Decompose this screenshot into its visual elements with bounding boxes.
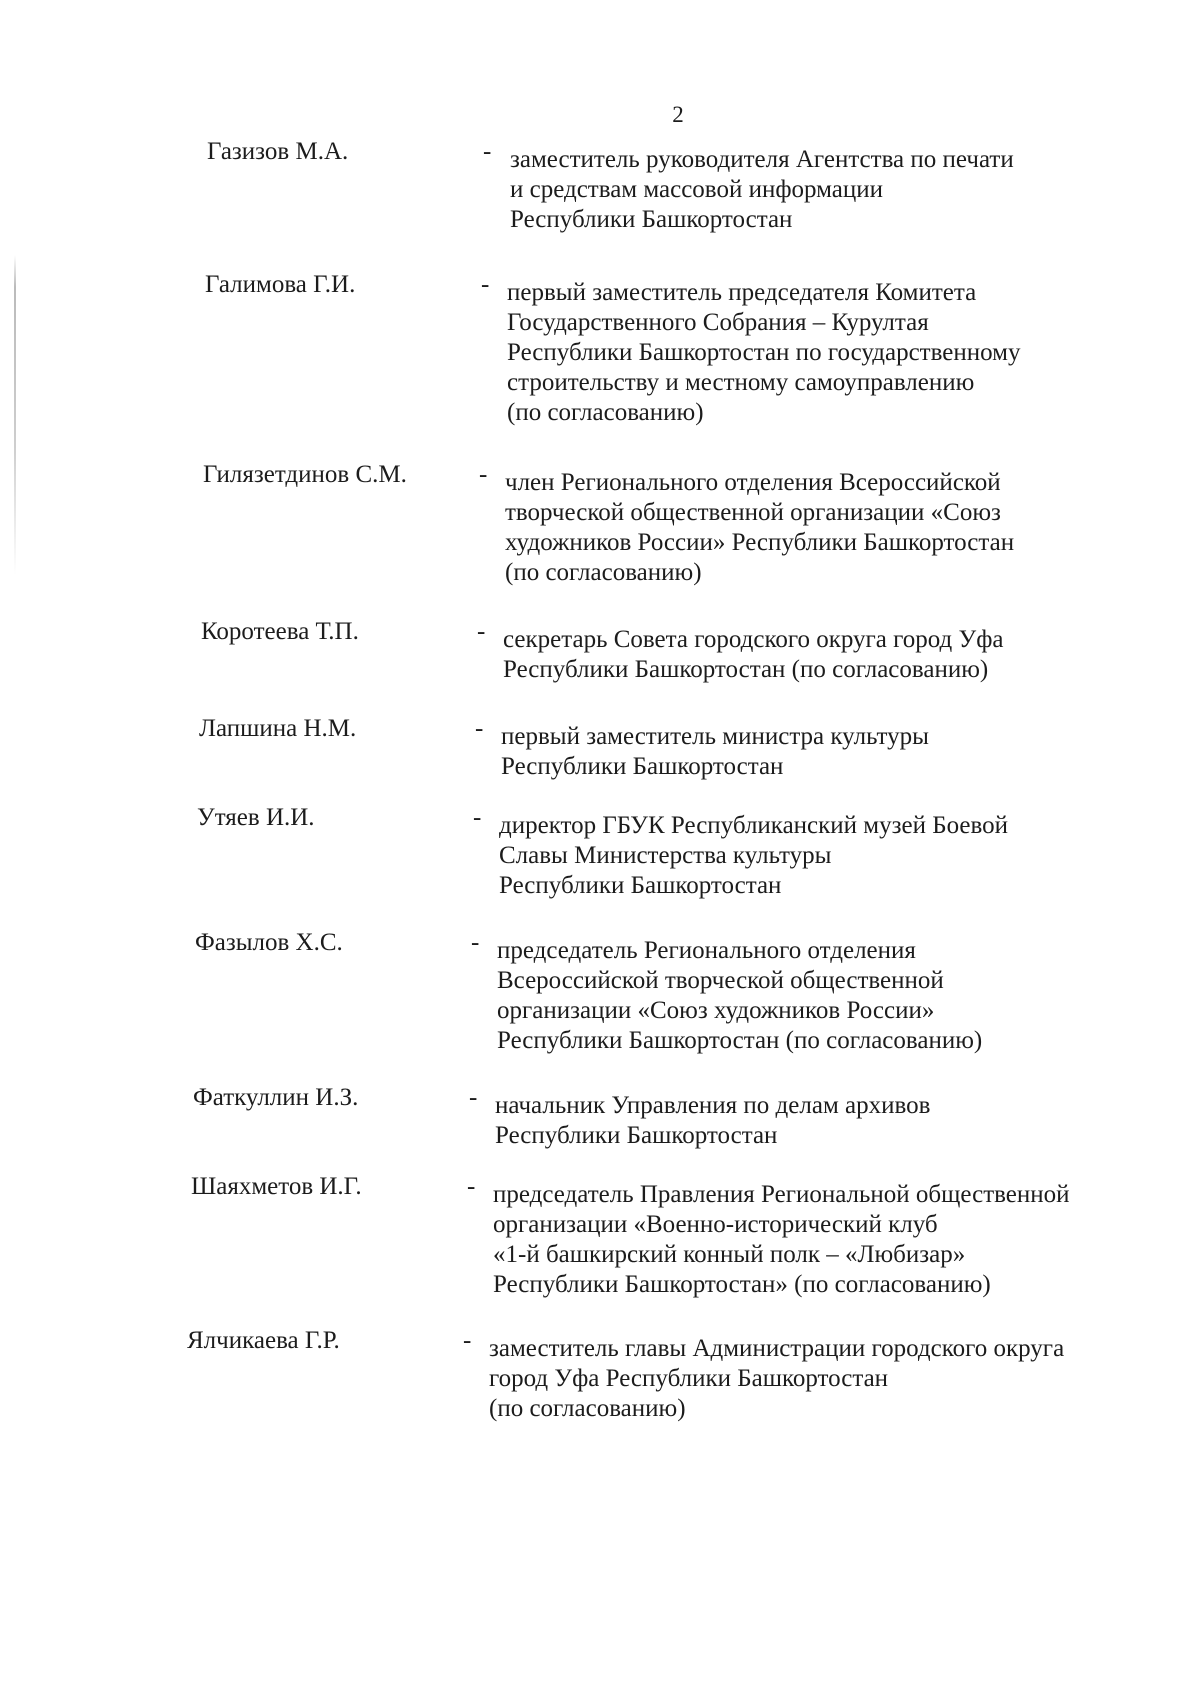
member-position-line: Республики Башкортостан bbox=[495, 1122, 778, 1149]
member-name: Фаткуллин И.З. bbox=[193, 1084, 359, 1111]
member-position bbox=[493, 1180, 1070, 1300]
member-position bbox=[495, 1091, 930, 1151]
member-name: Галимова Г.И. bbox=[205, 271, 356, 298]
member-position-line: Республики Башкортостан (по согласованию) bbox=[503, 656, 989, 683]
member-dash: - bbox=[483, 138, 492, 165]
member-position bbox=[503, 625, 1004, 685]
member-position-line: Республики Башкортостан по государственному bbox=[507, 339, 1021, 366]
member-position bbox=[510, 145, 1014, 235]
member-name: Утяев И.И. bbox=[197, 804, 315, 831]
member-position-line: первый заместитель председателя Комитета bbox=[507, 279, 977, 306]
member-position-line: Республики Башкортостан (по согласованию) bbox=[497, 1027, 983, 1054]
member-position bbox=[499, 811, 1008, 901]
member-dash: - bbox=[481, 271, 490, 298]
member-dash: - bbox=[469, 1084, 478, 1111]
page-number: 2 bbox=[672, 102, 684, 127]
member-dash: - bbox=[479, 461, 488, 488]
member-position-line: творческой общественной организации «Союз bbox=[505, 499, 1001, 526]
member-position-line: Республики Башкортостан bbox=[501, 753, 784, 780]
member-position-line: художников России» Республики Башкортостан bbox=[505, 529, 1015, 556]
member-position-line: член Регионального отделения Всероссийской bbox=[505, 469, 1001, 496]
member-dash: - bbox=[473, 804, 482, 831]
member-name: Шаяхметов И.Г. bbox=[191, 1173, 362, 1200]
member-position bbox=[497, 936, 982, 1056]
member-position-line: строительству и местному самоуправлению bbox=[507, 369, 975, 396]
member-position-line: Республики Башкортостан bbox=[510, 206, 793, 233]
member-dash: - bbox=[471, 929, 480, 956]
member-name: Гилязетдинов С.М. bbox=[203, 461, 407, 488]
member-position bbox=[489, 1334, 1064, 1424]
member-name: Ялчикаева Г.Р. bbox=[187, 1327, 340, 1354]
scan-edge-artifact bbox=[14, 255, 16, 575]
member-dash: - bbox=[477, 618, 486, 645]
member-position-line: Государственного Собрания – Курултая bbox=[507, 309, 929, 336]
member-position-line: город Уфа Республики Башкортостан bbox=[489, 1365, 889, 1392]
member-position-line: Республики Башкортостан» (по согласованию) bbox=[493, 1271, 991, 1298]
member-name: Лапшина Н.М. bbox=[199, 715, 357, 742]
member-position-line: и средствам массовой информации bbox=[510, 176, 884, 203]
member-position bbox=[507, 278, 1020, 428]
member-position-line: Всероссийской творческой общественной bbox=[497, 967, 944, 994]
member-position-line: (по согласованию) bbox=[507, 399, 704, 426]
member-position bbox=[501, 722, 929, 782]
member-position-line: (по согласованию) bbox=[489, 1395, 686, 1422]
member-position-line: первый заместитель министра культуры bbox=[501, 723, 929, 750]
member-position-line: «1-й башкирский конный полк – «Любизар» bbox=[493, 1241, 966, 1268]
member-name: Коротеева Т.П. bbox=[201, 618, 359, 645]
member-position-line: (по согласованию) bbox=[505, 559, 702, 586]
member-dash: - bbox=[463, 1327, 472, 1354]
member-position-line: директор ГБУК Республиканский музей Боевой bbox=[499, 812, 1008, 839]
member-position-line: Славы Министерства культуры bbox=[499, 842, 832, 869]
member-position-line: председатель Регионального отделения bbox=[497, 937, 916, 964]
member-dash: - bbox=[467, 1173, 476, 1200]
member-position bbox=[505, 468, 1014, 588]
member-position-line: заместитель руководителя Агентства по печати bbox=[510, 146, 1014, 173]
member-name: Газизов М.А. bbox=[207, 138, 349, 165]
member-dash: - bbox=[475, 715, 484, 742]
member-name: Фазылов Х.С. bbox=[195, 929, 343, 956]
member-position-line: председатель Правления Региональной общественной bbox=[493, 1181, 1070, 1208]
member-position-line: организации «Военно-исторический клуб bbox=[493, 1211, 938, 1238]
member-position-line: заместитель главы Администрации городского округа bbox=[489, 1335, 1065, 1362]
member-position-line: Республики Башкортостан bbox=[499, 872, 782, 899]
member-position-line: секретарь Совета городского округа город Уфа bbox=[503, 626, 1004, 653]
member-position-line: организации «Союз художников России» bbox=[497, 997, 935, 1024]
member-position-line: начальник Управления по делам архивов bbox=[495, 1092, 931, 1119]
